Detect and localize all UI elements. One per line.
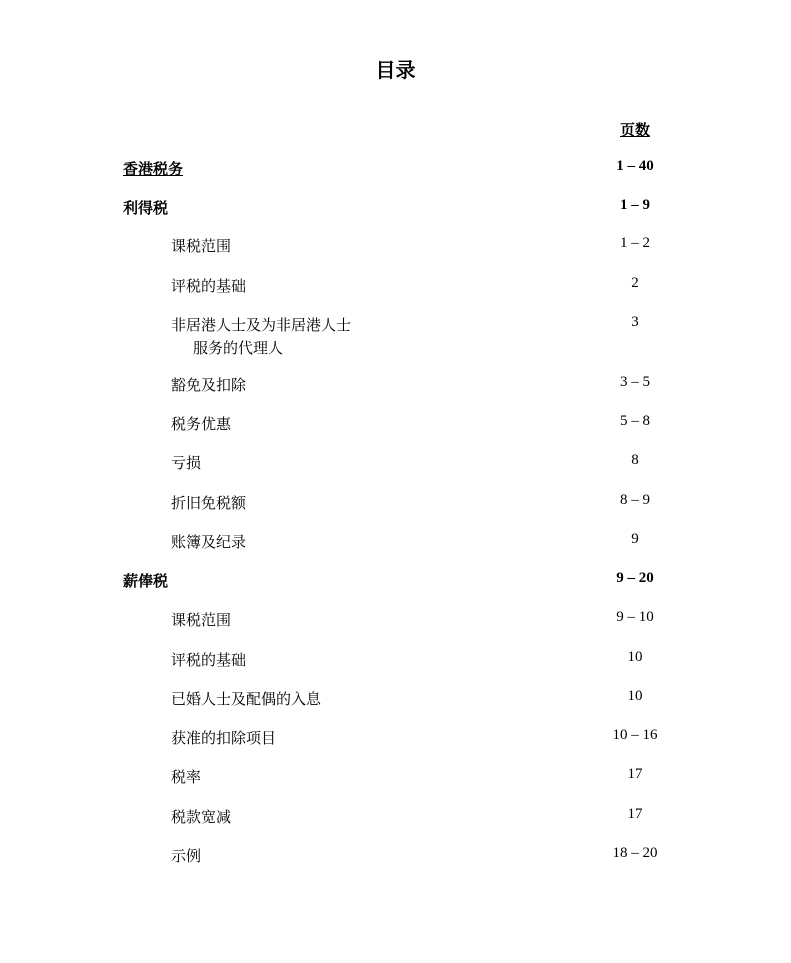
toc-entry-label: 获准的扣除项目 [171,729,277,747]
toc-entry-label: 已婚人士及配偶的入息 [171,690,322,708]
toc-entry-label [171,314,351,358]
toc-entry-label: 示例 [171,847,202,865]
page-title: 目录 [375,58,416,82]
toc-entry-label: 课税范围 [171,611,232,629]
toc-page-range: 18 – 20 [612,845,658,861]
toc-page-range: 3 [631,314,639,330]
toc-entry-label-line2: 服务的代理人 [193,339,284,357]
toc-entry-label: 课税范围 [171,237,232,255]
toc-entry-label: 折旧免税额 [171,494,247,512]
toc-page-range: 1 – 9 [620,197,650,213]
toc-entry-label: 税务优惠 [171,415,232,433]
toc-page-range: 17 [627,806,643,822]
toc-page-range: 9 [631,531,639,547]
toc-page-range: 10 [627,649,643,665]
pages-column-header: 页数 [619,121,650,139]
toc-section-label: 香港税务 [123,160,184,178]
toc-page-range: 8 – 9 [620,492,650,508]
toc-page-range: 1 – 40 [616,158,654,174]
toc-page-range: 5 – 8 [620,413,650,429]
toc-page-range: 17 [627,766,643,782]
toc-entry-label: 评税的基础 [171,277,247,295]
toc-entry-label: 账簿及纪录 [171,533,247,551]
toc-entry-label: 亏损 [171,454,202,472]
toc-section-label: 利得税 [123,199,169,217]
toc-entry-label: 评税的基础 [171,651,247,669]
toc-page-range: 2 [631,275,639,291]
toc-section-label: 薪俸税 [123,572,169,590]
toc-entry-label: 税率 [171,768,202,786]
toc-entry-label: 税款宽减 [171,808,232,826]
toc-page-range: 3 – 5 [620,374,650,390]
toc-page-range: 8 [631,452,639,468]
toc-entry-label: 豁免及扣除 [171,376,247,394]
toc-page-range: 9 – 10 [616,609,654,625]
toc-page-range: 10 – 16 [612,727,658,743]
toc-page-range: 9 – 20 [616,570,654,586]
toc-entry-label-line1: 非居港人士及为非居港人士 [171,316,352,334]
toc-page-range: 1 – 2 [620,235,650,251]
toc-page-range: 10 [627,688,643,704]
